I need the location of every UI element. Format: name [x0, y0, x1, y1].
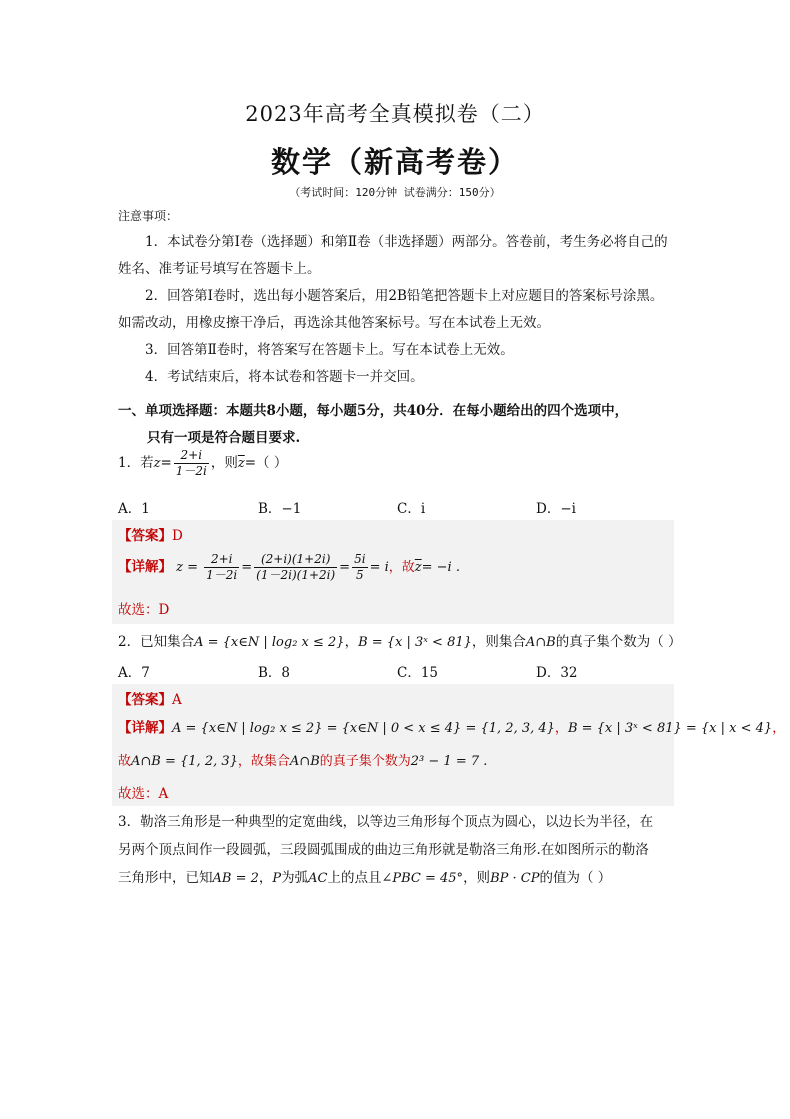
- question-2-stem: [118, 630, 682, 650]
- q1-detail-num-2: (2+i)(1+2i): [254, 552, 337, 568]
- q1-eq: =: [160, 455, 172, 471]
- q2-option-d: D．32: [536, 665, 578, 681]
- q1-answer-label: 【答案】: [118, 528, 172, 544]
- q1-option-d: D．−i: [536, 501, 576, 517]
- q1-detail-zbar: $\overline{z}$: [414, 560, 422, 575]
- q1-detail-frac-2: [254, 552, 337, 583]
- q1-detail-final: = −i .: [421, 560, 460, 575]
- q3-vector-product: BP · CP: [490, 871, 540, 886]
- q1-prefix: 1．若: [118, 455, 154, 471]
- q2-detail-label: 【详解】: [118, 720, 172, 736]
- q3-text-c: 为弧: [281, 870, 309, 886]
- q1-detail-num-1: 2+i: [204, 552, 239, 568]
- q3-text-b: ，: [258, 870, 273, 886]
- note-item-1: 1．本试卷分第Ⅰ卷（选择题）和第Ⅱ卷（非选择题）两部分。答卷前，考生务必将自己的姓名、准考证号填写在答题卡上。: [118, 234, 668, 277]
- q1-detail-label: 【详解】: [118, 559, 172, 575]
- q3-line-3: [118, 866, 611, 886]
- q3-text-f: 的值为（ ）: [539, 870, 612, 886]
- q1-detail-result: = i: [369, 560, 389, 575]
- exam-info: （考试时间：120分钟 试卷满分：150分）: [289, 186, 501, 199]
- q2-answer-value: A: [172, 692, 182, 708]
- q1-option-b: B．−1: [258, 501, 302, 517]
- q3-line-1: 3．勒洛三角形是一种典型的定宽曲线，以等边三角形每个顶点为圆心，以边长为半径，在: [118, 814, 654, 830]
- q1-detail: 【详解】 z = $\frac{2+i}{1-2i}$ = $\frac{(2+i)(1+2i)}{(1-2i)(1+2i)}$ = $\frac{5i}{5}$ = i，故$\overline{z}= -i$ .: [118, 552, 460, 582]
- q1-answer-value: D: [172, 528, 183, 544]
- q1-detail-conclusion: ，故: [388, 560, 415, 575]
- q1-option-c: C．i: [397, 501, 426, 517]
- q2-detail-text-b: ，故集合: [237, 754, 290, 769]
- q3-ab: AB = 2: [212, 871, 259, 886]
- note-item-2: 2．回答第Ⅰ卷时，选出每小题答案后，用2B铅笔把答题卡上对应题目的答案标号涂黑。如需改动，用橡皮擦干净后，再选涂其他答案标号。写在本试卷上无效。: [118, 288, 664, 331]
- q1-answer-box: [112, 520, 674, 624]
- q2-detail-set-a: A = {x∈N | log₂ x ≤ 2} = {x∈N | 0 < x ≤ 4} = {1, 2, 3, 4}: [172, 721, 555, 736]
- q2-stem-b: ，则集合: [471, 634, 526, 650]
- q1-answer: [118, 524, 183, 544]
- q1-option-a: A．1: [118, 501, 150, 517]
- q1-choice: 故选：D: [118, 602, 170, 618]
- q2-choice: 故选：A: [118, 786, 169, 802]
- q3-ac: AC: [308, 871, 328, 886]
- q3-p: P: [272, 871, 282, 886]
- q2-detail-intersection: A∩B = {1, 2, 3}: [131, 754, 238, 769]
- section-line-2: 只有一项是符合题目要求.: [147, 430, 301, 446]
- q1-tail: =（ ）: [244, 455, 288, 471]
- question-1-stem: [118, 448, 287, 479]
- q2-detail-gu: 故: [118, 754, 132, 769]
- q1-detail-z: z =: [176, 560, 199, 575]
- q1-detail-frac-1: [204, 552, 239, 583]
- q1-suffix: ，则: [210, 455, 238, 471]
- q1-detail-frac-3: [352, 552, 367, 583]
- q1-denominator: 1－2i: [175, 464, 207, 478]
- q2-set-b: B = {x | 3ˣ < 81}: [358, 635, 472, 650]
- q1-detail-num-3: 5i: [354, 552, 366, 566]
- q2-intersection: A∩B: [525, 635, 556, 650]
- q2-detail-line-2: [118, 750, 487, 769]
- notes-heading: 注意事项：: [118, 209, 179, 223]
- q2-stem-a: 2．已知集合: [118, 634, 195, 650]
- q1-numerator: 2+i: [174, 448, 209, 464]
- q3-text-d: 上的点且: [327, 870, 382, 886]
- q3-angle: ∠PBC = 45°: [381, 871, 464, 886]
- q3-line-2: 另两个顶点间作一段圆弧，三段圆弧围成的曲边三角形就是勒洛三角形.在如图所示的勒洛: [118, 842, 649, 858]
- q3-text-e: ，则: [463, 870, 491, 886]
- q2-answer: [118, 688, 182, 708]
- q2-detail-power: 2³ − 1 = 7 .: [410, 754, 488, 769]
- section-line-1: 一、单项选择题：本题共8小题，每小题5分，共40分．在每小题给出的四个选项中，: [118, 403, 629, 419]
- q1-fraction: [174, 448, 209, 479]
- q2-detail-text-c: 的真子集个数为: [319, 754, 411, 769]
- q2-answer-label: 【答案】: [118, 692, 172, 708]
- q1-detail-den-3: 5: [356, 568, 364, 582]
- q2-detail-ab: A∩B: [289, 754, 320, 769]
- q2-answer-box: [112, 684, 786, 806]
- note-item-3: 3．回答第Ⅱ卷时，将答案写在答题卡上。写在本试卷上无效。: [145, 342, 514, 358]
- q1-z: z: [153, 456, 161, 471]
- q1-detail-den-2: (1－2i)(1+2i): [256, 568, 336, 582]
- q1-zbar: $\overline{z}$: [237, 456, 245, 471]
- q2-stem-c: 的真子集个数为（ ）: [555, 634, 682, 650]
- exam-title: 2023年高考全真模拟卷（二）: [245, 102, 545, 126]
- q2-option-b: B．8: [258, 665, 291, 681]
- subject-title: 数学（新高考卷）: [270, 145, 519, 179]
- note-item-4: 4．考试结束后，将本试卷和答题卡一并交回。: [145, 369, 424, 385]
- q2-sep: ，: [344, 634, 359, 650]
- q2-option-a: A．7: [118, 665, 150, 681]
- q2-set-a: A = {x∈N | log₂ x ≤ 2}: [194, 635, 345, 650]
- q2-detail-line-1: 【详解】A = {x∈N | log₂ x ≤ 2} = {x∈N | 0 < x ≤ 4} = {1, 2, 3, 4}，B = {x | 3ˣ < 81} = {x | x < 4}，: [118, 720, 786, 736]
- section-heading: [118, 398, 678, 452]
- q2-detail-set-b: B = {x | 3ˣ < 81} = {x | x < 4}: [567, 721, 773, 736]
- q3-text-a: 三角形中，已知: [118, 870, 213, 886]
- q2-option-c: C．15: [397, 665, 439, 681]
- q1-detail-den-1: 1－2i: [206, 568, 238, 582]
